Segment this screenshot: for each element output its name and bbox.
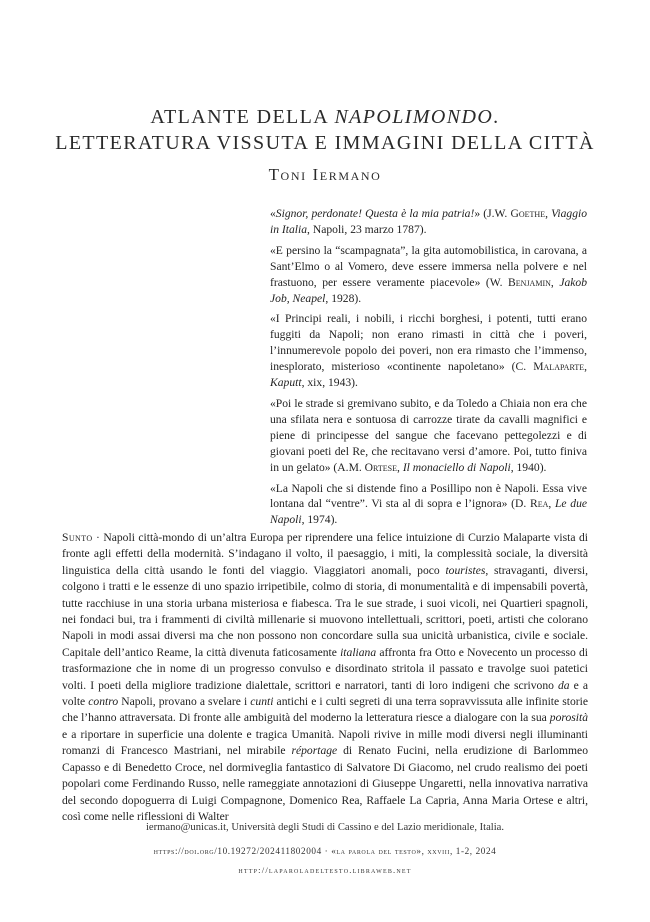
epigraph-work: Jakob Job, Neapel — [270, 275, 587, 305]
author-name: Toni Iermano — [268, 165, 382, 184]
title-line-2: LETTERATURA VISSUTA E IMMAGINI DELLA CITTÀ — [55, 132, 595, 154]
epigraph-author: Rea — [529, 497, 549, 511]
epigraph-author: Benjamin — [508, 275, 551, 289]
epigraph-goethe: «Signor, perdonate! Questa è la mia patria!» (J.W. Goethe, Viaggio in Italia, Napoli, 23 marzo 1787). — [270, 207, 588, 236]
epigraph-work: Viaggio in Italia — [270, 207, 588, 236]
author-affiliation: iermano@unicas.it, Università degli Studi di Cassino e del Lazio meridionale, Italia. — [145, 822, 505, 833]
title-line-1: ATLANTE DELLA NAPOLIMONDO. — [150, 106, 500, 128]
title-italic: NAPOLIMONDO — [334, 106, 494, 128]
epigraph-rea: «La Napoli che si distende fino a Posillipo non è Napoli. Essa vive lontana dal “ventre”. Vi sta al di sopra e l’ignora» (D. Rea, Le due Napoli, 1974). — [270, 481, 588, 527]
epigraph-block — [270, 206, 587, 533]
epigraph-work: Le due Napoli — [270, 497, 588, 527]
epigraph-work: Il monaciello di Napoli — [402, 460, 511, 474]
doi-citation-line[interactable]: https://doi.org/10.19272/202411802004 · «la parola del testo», xxviii, 1-2, 2024 — [153, 846, 497, 856]
epigraph-author: Goethe — [510, 207, 546, 220]
epigraph-work: Kaputt — [270, 376, 302, 390]
epigraph-author: Malaparte — [533, 360, 585, 374]
epigraph-benjamin: «E persino la “scampagnata”, la gita automobilistica, in carovana, a Sant’Elmo o al Vomero, deve essere immersa nella polvere e nel frastuono, per essere veramente piacevole» (W. Benjamin, Jakob Job, Neapel, 1928). — [270, 243, 587, 305]
journal-url[interactable]: http://laparoladeltesto.libraweb.net — [238, 865, 412, 875]
epigraph-ortese: «Poi le strade si gremivano subito, e da Toledo a Chiaia non era che una sfilata nera e sontuosa di carrozze tirate da cavalli magnifici e piene di principesse del sangue che facevano pettegolezzi e di giovani poeti del Re, che recitavano versi d’amore. Poi, tutto finiva in un gelato» (A.M. Ortese, Il monaciello di Napoli, 1940). — [270, 396, 587, 474]
epigraph-malaparte: «I Principi reali, i nobili, i ricchi borghesi, i potenti, tutti erano fuggiti da Napoli; non erano rimasti in città che i poveri, l’innumerevole popolo dei poveri, non era rimasto che l’immenso, inesplorato, misterioso «continente napoletano» (C. Malaparte, Kaputt, xix, 1943). — [270, 312, 587, 390]
abstract-label: Sunto — [62, 531, 93, 544]
epigraph-author: Ortese — [364, 460, 398, 474]
article-title — [50, 104, 600, 156]
abstract-paragraph: Sunto · Napoli città-mondo di un’altra Europa per riprendere una felice intuizione di Curzio Malaparte vista di fronte agli effetti della modernità. S’indagano il volto, il paesaggio, i miti, la complessità sociale, la diversità linguistica della città usando le fonti del viaggio. Viaggiatori anomali, poco touristes, stravaganti, diversi, colgono i tratti e le essenze di uno spazio irripetibile, colmo di storia, di monumentalità e di impensabili povertà, tutte racchiuse in una storia urbana misteriosa e fiabesca. Tra le sue strade, i suoi vicoli, nei Quartieri spagnoli, nei fondaci bui, tra i frammenti di civiltà millenarie si muovono intellettuali, scrittori, poeti, artisti che colorano Napoli in modi assai diversi ma che non possono non concordare sulla sua unicità urbanistica, civile e sociale. Capitale dell’antico Reame, la città divenuta faticosamente italiana affronta fra Otto e Novecento un processo di trasformazione che in nome di un progresso convulso e disordinato stritola il passato e travolge suoi patetici volti. I poeti della migliore tradizione dialettale, scrittori e narratori, tanti di loro indigeni che scrivono da e a volte contro Napoli, provano a svelare i cunti antichi e i culti segreti di una terra sopravvissuta alle infinite storie che l’hanno attraversata. Di fronte alle ambiguità del moderno la letteratura riesce a dialogare con la sua porosità e a riportare in superficie una dolente e tragica Umanità. Napoli rivive in mille modi diversi negli illuminanti romanzi di Francesco Mastriani, nel mirabile réportage di Renato Fucini, nella erudizione di Barlommeo Capasso e di Benedetto Croce, nel dormiveglia fantastico di Salvatore Di Giacomo, nel crudo realismo dei poeti popolari come Ferdinando Russo, nelle rameggiate annotazioni di Giuseppe Ungaretti, nella innovativa narrativa del secondo dopoguerra di Luigi Compagnone, Domenico Rea, Raffaele La Capria, Anna Maria Ortese e altri, così come nelle riflessioni di Walter — [62, 531, 589, 823]
